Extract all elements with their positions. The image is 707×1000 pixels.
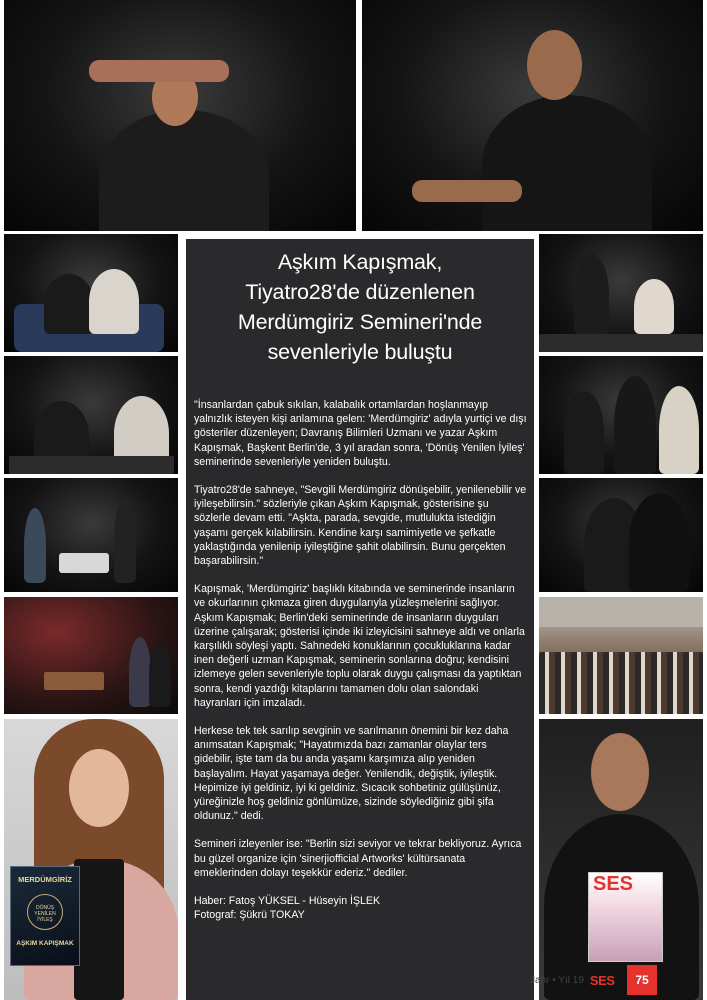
- book-author: AŞKIM KAPIŞMAK: [16, 940, 74, 947]
- news-credit: Haber: Fatoş YÜKSEL - Hüseyin İŞLEK: [194, 895, 381, 908]
- photo-left-4-signing-area: [4, 597, 178, 714]
- photo-left-3-stage-wide: [4, 478, 178, 592]
- article-panel: [186, 239, 534, 1000]
- photo-right-1-performer-with-guest: [539, 234, 703, 352]
- magazine-cover: [588, 872, 663, 962]
- photo-left-2-stage-conversation: [4, 356, 178, 474]
- photo-performer-speaking: [362, 0, 703, 231]
- title-line: Aşkım Kapışmak,: [277, 250, 443, 274]
- title-line: Tiyatro28'de düzenlenen: [245, 280, 475, 304]
- book-subtitle: DÖNÜŞ YENİLEN İYİLEŞ: [27, 894, 63, 930]
- article-body: [194, 398, 528, 923]
- photo-performer-hands-on-head: [4, 0, 356, 231]
- title-line: Merdümgiriz Semineri'nde: [237, 310, 483, 334]
- article-paragraph: Semineri izleyenler ise: "Berlin sizi seviyor ve tekrar bekliyoruz. Ayrıca bu güzel organize için 'sinerjiofficial Artworks' kültürsanata emeklerinden dolayı teşekkür ederiz." dediler.: [194, 838, 522, 879]
- title-line: sevenleriyle buluştu: [267, 340, 453, 364]
- photo-right-2-three-on-stage: [539, 356, 703, 474]
- magazine-logo: SES: [593, 873, 634, 895]
- photo-right-4-audience: [539, 597, 703, 714]
- article-paragraph: "İnsanlardan çabuk sıkılan, kalabalık ortamlardan hoşlanmayıp yalnızlık isteyen kişi anlamına gelen: 'Merdümgiriz' adıyla yurtiçi ve dışı gösteriler düzenleyen; Davranış Bilimleri Uzmanı ve yazar Aşkım Kapışmak, Başkent Berlin'de, 3 yıl aradan sonra, 'Dönüş Yenilen İyileş' seminerinde sevenleriyle yeniden buluştu.: [194, 399, 527, 468]
- photo-credit: Fotograf: Şükrü TOKAY: [194, 909, 305, 922]
- issue-label: Jahr • Yıl 19: [530, 974, 584, 986]
- photo-right-3-embrace: [539, 478, 703, 592]
- page-number: 75: [627, 965, 657, 995]
- article-title: [186, 247, 534, 367]
- article-paragraph: Herkese tek tek sarılıp sevginin ve sarılmanın önemini bir kez daha anımsatan Kapışmak; "Hayatımızda bazı zamanlar olaylar ters gidebilir, işte tam da bu anda yaşamı karşımıza alıp yeniden başlayalım. Hayat yaşamaya değer. Yenilendik, değiştik, iyileştik. Hepimize iyi geldiniz, iyi ki geldiniz. Sıcacık sohbetiniz gülüşünüz, yüreğinizle hoş geldiniz gönlümüze, sizinde söylediğiniz gibi şifa oldunuz." dedi.: [194, 725, 509, 823]
- page-footer: [530, 972, 614, 988]
- credits: [194, 894, 528, 922]
- article-paragraph: Tiyatro28'de sahneye, "Sevgili Merdümgiriz dönüşebilir, yenilenebilir ve iyileşebilirsin." sözleriyle çıkan Aşkım Kapışmak, gösterisine şu sözlerle devam etti. "Aşkta, parada, sevgide, mutlulukta istediğin yaşamı gerçek kılabilirsin. Kendine karşı samimiyetle ve şefkatle yaklaştığında yenilenip iyileştiğine şahit olabilirsin. Bunu gerçekten başarabilirsin.": [194, 484, 527, 568]
- article-paragraph: Kapışmak, 'Merdümgiriz' başlıklı kitabında ve seminerinde insanların ve okurlarının çıkmaza giren duygularıyla yüzleşmelerini sağlıyor. Aşkım Kapışmak; Berlin'deki seminerinde de insanların duyguları üzerine çalışarak; gösterisi içinde iki izleyicisini sahneye aldı ve onlarla karşılıklı söyleşi yaptı. Sahnedeki konuklarının çocukluklarına kadar inen değerli uzman Kapışmak, seminerin sonlarına doğru; kendisini izlemeye gelen sevenleriyle toplu olarak duygu çalışması da yaptıktan sonra, kendi yazdığı kitaplarını tamamen dolu olan salondaki hayranları için imzaladı.: [194, 583, 525, 709]
- footer-logo: SES: [589, 972, 615, 988]
- book-cover: [10, 866, 80, 966]
- photo-left-1-guests-on-sofa: [4, 234, 178, 352]
- book-title: MERDÜMGİRİZ: [18, 875, 72, 884]
